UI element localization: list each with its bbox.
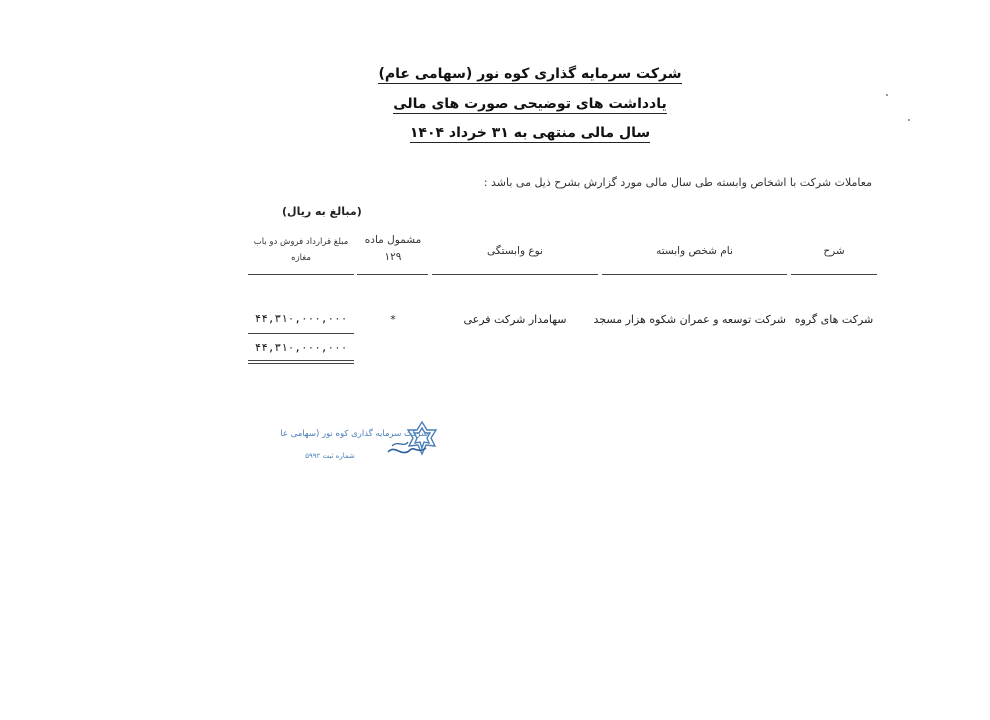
- col-header-article129-line1: مشمول ماده: [364, 234, 422, 246]
- stamp-text-line2: شماره ثبت ۵۹۹۲: [305, 452, 355, 460]
- header-rule: [791, 274, 877, 275]
- total-double-rule-bottom: [248, 363, 354, 364]
- row-related-party: شرکت توسعه و عمران شکوه هزار مسجد: [593, 313, 786, 326]
- col-header-description: شرح: [823, 245, 845, 257]
- amount-unit-label: (مبالغ به ریال): [282, 205, 362, 218]
- period-title: سال مالی منتهی به ۳۱ خرداد ۱۴۰۴: [409, 125, 651, 141]
- row-amount: ۴۴,۳۱۰,۰۰۰,۰۰۰: [254, 312, 348, 325]
- row-article129-mark: *: [390, 313, 396, 326]
- total-amount: ۴۴,۳۱۰,۰۰۰,۰۰۰: [254, 341, 348, 354]
- col-header-amount: [248, 234, 354, 266]
- stamp-text-line1: شرکت سرمایه گذاری کوه نور (سهامی عام): [280, 429, 429, 439]
- subtotal-rule: [248, 333, 354, 334]
- col-header-relationship: نوع وابستگی: [487, 245, 543, 257]
- header-rule: [432, 274, 598, 275]
- company-title: شرکت سرمایه گذاری کوه نور (سهامی عام): [378, 66, 682, 82]
- col-header-related-party: نام شخص وابسته: [656, 245, 733, 257]
- header-rule: [602, 274, 787, 275]
- col-header-article129-line2: ۱۲۹: [384, 251, 402, 263]
- report-subtitle: یادداشت های توضیحی صورت های مالی: [393, 96, 667, 112]
- header-rule: [357, 274, 428, 275]
- company-stamp: [280, 418, 445, 468]
- scan-speck: [908, 119, 910, 121]
- header-rule: [248, 274, 354, 275]
- intro-text: معاملات شرکت با اشخاص وابسته طی سال مالی مورد گزارش بشرح ذیل می باشد :: [483, 176, 872, 189]
- col-header-article129: [358, 234, 428, 263]
- total-double-rule-top: [248, 360, 354, 361]
- stamp-signature-stroke: [392, 442, 408, 446]
- row-description: شرکت های گروه: [794, 313, 874, 326]
- row-relationship: سهامدار شرکت فرعی: [463, 313, 567, 326]
- col-header-amount-line2: مغازه: [291, 253, 311, 263]
- stamp-graphic: [280, 418, 445, 468]
- col-header-amount-line1: مبلغ قرارداد فروش دو باب: [253, 237, 349, 247]
- scan-speck: [886, 94, 888, 96]
